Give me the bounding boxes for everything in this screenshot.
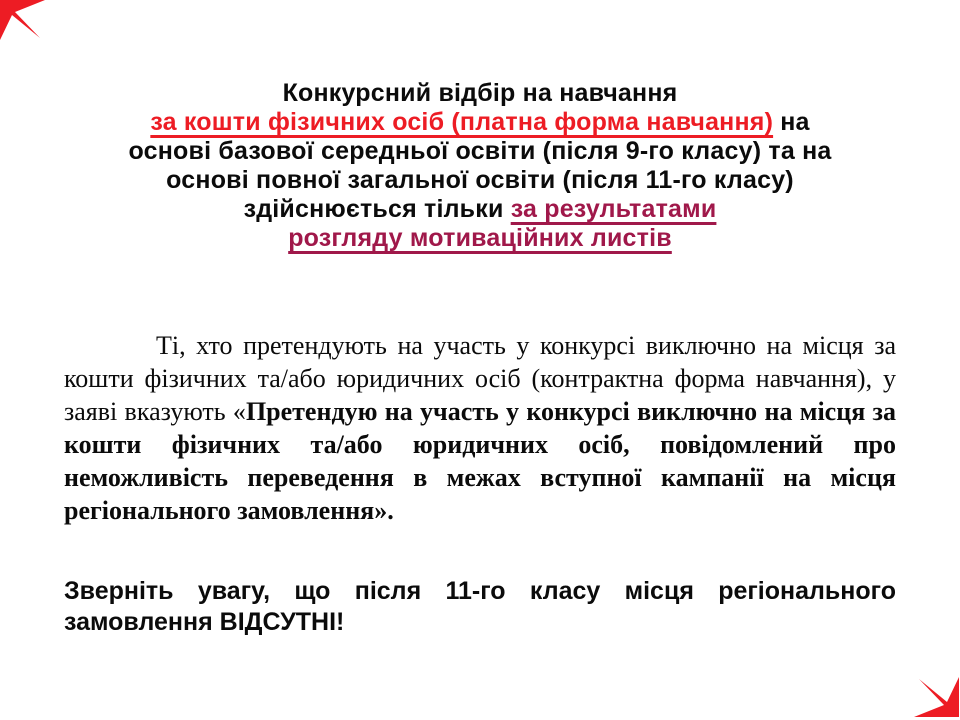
text-segment-black: основі базової середньої освіти (після 9-го класу) та на xyxy=(128,137,832,165)
slide-title xyxy=(60,79,900,253)
text-segment-black: Конкурсний відбір на навчання xyxy=(282,79,678,107)
text-segment-regular: Ті, хто претендують на участь у конкурсі виключно на місця за кошти фізичних та/або юридичних осіб (контрактна форма навчання), у заяві вказують « xyxy=(64,331,896,426)
text-segment-black: здійснюється тільки xyxy=(243,195,511,223)
body-paragraph xyxy=(64,329,896,527)
text-segment-black: на xyxy=(773,108,810,136)
title-line xyxy=(60,224,900,253)
text-segment-crimson-underline: за результатами xyxy=(510,195,717,223)
title-line xyxy=(60,166,900,195)
title-line xyxy=(60,195,900,224)
text-segment-black: основі повної загальної освіти (після 11-го класу) xyxy=(166,166,794,194)
text-segment-crimson-underline: розгляду мотиваційних листів xyxy=(288,224,672,252)
footer-note-paragraph: Зверніть увагу, що після 11-го класу місця регіонального замовлення ВІДСУТНІ! xyxy=(64,577,896,636)
red-corner-ribbon-icon xyxy=(0,0,46,42)
title-line xyxy=(60,137,900,166)
title-line xyxy=(60,108,900,137)
text-segment-red-underline: за кошти фізичних осіб (платна форма навчання) xyxy=(150,108,774,136)
title-line xyxy=(60,79,900,108)
text-segment-bold: Претендую на участь у конкурсі виключно на місця за кошти фізичних та/або юридичних осіб, повідомлений про неможливість переведення в межах вступної кампанії на місця регіонального замовлення». xyxy=(64,397,896,525)
red-corner-ribbon-icon xyxy=(913,675,959,717)
